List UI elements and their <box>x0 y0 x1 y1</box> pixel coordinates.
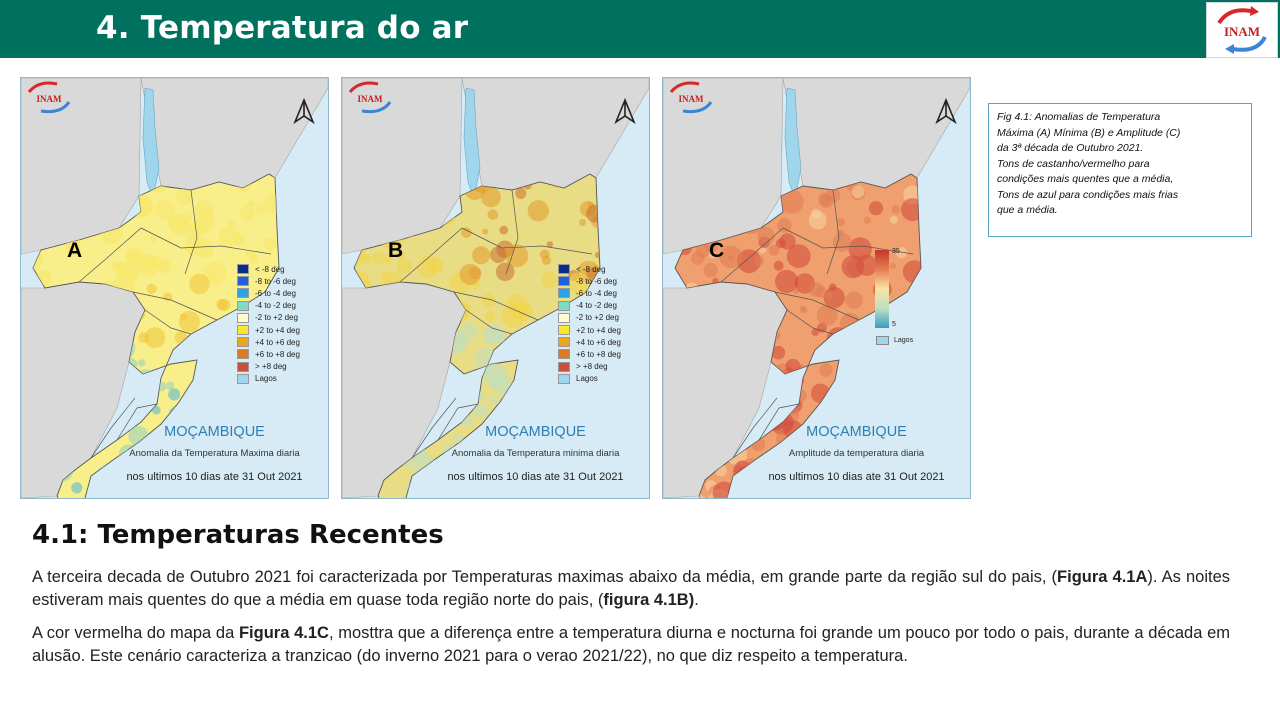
legend-label: +2 to +4 deg <box>576 325 621 335</box>
legend-item <box>237 336 300 348</box>
legend-item <box>237 324 300 336</box>
legend-swatch <box>558 264 570 274</box>
colorbar <box>875 250 889 328</box>
map-legend <box>558 263 621 385</box>
legend-label: +6 to +8 deg <box>255 349 300 359</box>
legend-swatch <box>237 362 249 372</box>
map-subtitle: Anomalia da Temperatura Maxima diaria <box>129 448 300 459</box>
svg-text:INAM: INAM <box>1223 24 1261 39</box>
caption-line-2: Máxima (A) Mínima (B) e Amplitude (C) <box>997 126 1181 139</box>
legend-item <box>558 373 621 385</box>
legend-swatch <box>237 325 249 335</box>
map-panel-c <box>662 77 971 499</box>
legend-label: < -8 deg <box>576 264 606 274</box>
paragraph-2: A cor vermelha do mapa da Figura 4.1C, mosttra que a diferença entre a temperatura diurna e nocturna foi grande um pouco por todo o pais, durante a década em alusão. Este cenário caracteriza a tranzicao (do inverno 2021 para o verao 2021/22), no que diz respeito a temperatura. <box>32 624 1231 665</box>
legend-swatch <box>558 288 570 298</box>
legend-swatch <box>237 313 249 323</box>
legend-item <box>237 361 300 373</box>
legend-item <box>558 275 621 287</box>
legend-item <box>237 287 300 299</box>
figure-ref-4-1a: Figura 4.1A <box>1057 568 1148 586</box>
map-country-label: MOÇAMBIQUE <box>806 424 907 440</box>
caption-line-4: Tons de castanho/vermelho para <box>997 157 1150 170</box>
legend-swatch <box>876 336 889 345</box>
caption-line-3: da 3ª década de Outubro 2021. <box>997 142 1144 154</box>
legend-swatch <box>558 276 570 286</box>
paragraph-1: A terceira decada de Outubro 2021 foi caracterizada por Temperaturas maximas abaixo da média, em grande parte da região sul do pais, (Figura 4.1A). As noites estiveram mais quentes do que a média em quase toda região norte do pais, (figura 4.1B). <box>32 568 1231 609</box>
figure-ref-4-1b: figura 4.1B) <box>603 591 695 609</box>
legend-item <box>558 300 621 312</box>
legend-label: -8 to -6 deg <box>576 276 617 286</box>
legend-label: -4 to -2 deg <box>576 301 617 311</box>
legend-label: -2 to +2 deg <box>576 313 619 323</box>
lakes-legend: Lagos <box>876 336 913 345</box>
svg-text:INAM: INAM <box>678 94 704 104</box>
legend-item <box>558 348 621 360</box>
map-period: nos ultimos 10 dias ate 31 Out 2021 <box>126 471 303 483</box>
caption-line-6: Tons de azul para condições mais frias <box>997 188 1179 201</box>
map-period: nos ultimos 10 dias ate 31 Out 2021 <box>447 471 624 483</box>
legend-item <box>558 312 621 324</box>
legend-item <box>237 348 300 360</box>
legend-label: Lagos <box>255 374 277 384</box>
legend-swatch <box>558 301 570 311</box>
inam-logo <box>1206 2 1278 58</box>
legend-label: Lagos <box>576 374 598 384</box>
legend-swatch <box>237 374 249 384</box>
legend-label: -8 to -6 deg <box>255 276 296 286</box>
legend-swatch <box>558 313 570 323</box>
legend-item <box>237 300 300 312</box>
legend-swatch <box>558 362 570 372</box>
legend-label: -4 to -2 deg <box>255 301 296 311</box>
legend-label: +6 to +8 deg <box>576 349 621 359</box>
caption-fig-label: Fig 4.1: <box>997 111 1033 123</box>
panel-letter: B <box>388 239 404 262</box>
legend-swatch <box>237 276 249 286</box>
map-legend <box>237 263 300 385</box>
legend-label: > +8 deg <box>255 362 287 372</box>
legend-label: +4 to +6 deg <box>576 337 621 347</box>
legend-item <box>558 336 621 348</box>
map-country-label: MOÇAMBIQUE <box>485 424 586 440</box>
legend-item <box>558 324 621 336</box>
figure-ref-4-1c: Figura 4.1C <box>238 624 329 642</box>
section-title: 4.1: Temperaturas Recentes <box>32 520 444 550</box>
caption-line-7: que a média. <box>997 204 1058 216</box>
panel-letter: C <box>709 239 725 262</box>
legend-swatch <box>558 374 570 384</box>
legend-label: > +8 deg <box>576 362 608 372</box>
legend-swatch <box>237 349 249 359</box>
legend-label: +2 to +4 deg <box>255 325 300 335</box>
map-panel-a <box>20 77 329 499</box>
legend-swatch <box>558 325 570 335</box>
legend-item <box>237 312 300 324</box>
colorbar-min-label: 5 <box>892 321 896 328</box>
legend-item <box>237 373 300 385</box>
svg-text:INAM: INAM <box>357 94 383 104</box>
map-country-label: MOÇAMBIQUE <box>164 424 265 440</box>
legend-item <box>237 263 300 275</box>
legend-swatch <box>237 337 249 347</box>
panel-letter: A <box>67 239 83 262</box>
legend-swatch <box>558 337 570 347</box>
legend-label: -6 to -4 deg <box>576 288 617 298</box>
map-panel-b <box>341 77 650 499</box>
caption-line-5: condições mais quentes que a média, <box>997 173 1174 185</box>
legend-label: +4 to +6 deg <box>255 337 300 347</box>
figure-caption <box>988 103 1252 237</box>
map-period: nos ultimos 10 dias ate 31 Out 2021 <box>768 471 945 483</box>
svg-text:INAM: INAM <box>36 94 62 104</box>
legend-label: -6 to -4 deg <box>255 288 296 298</box>
legend-item <box>558 263 621 275</box>
legend-item <box>558 361 621 373</box>
legend-swatch <box>237 301 249 311</box>
colorbar-max-label: 35 <box>892 248 900 255</box>
legend-item <box>558 287 621 299</box>
legend-label: < -8 deg <box>255 264 285 274</box>
page-title: 4. Temperatura do ar <box>96 10 469 46</box>
legend-swatch <box>237 288 249 298</box>
legend-swatch <box>558 349 570 359</box>
legend-item <box>237 275 300 287</box>
map-subtitle: Anomalia da Temperatura minima diaria <box>451 448 620 459</box>
caption-line-1: Anomalias de Temperatura <box>1034 111 1161 123</box>
legend-label: -2 to +2 deg <box>255 313 298 323</box>
header-bar <box>0 0 1280 58</box>
map-subtitle: Amplitude da temperatura diaria <box>788 448 925 459</box>
legend-swatch <box>237 264 249 274</box>
